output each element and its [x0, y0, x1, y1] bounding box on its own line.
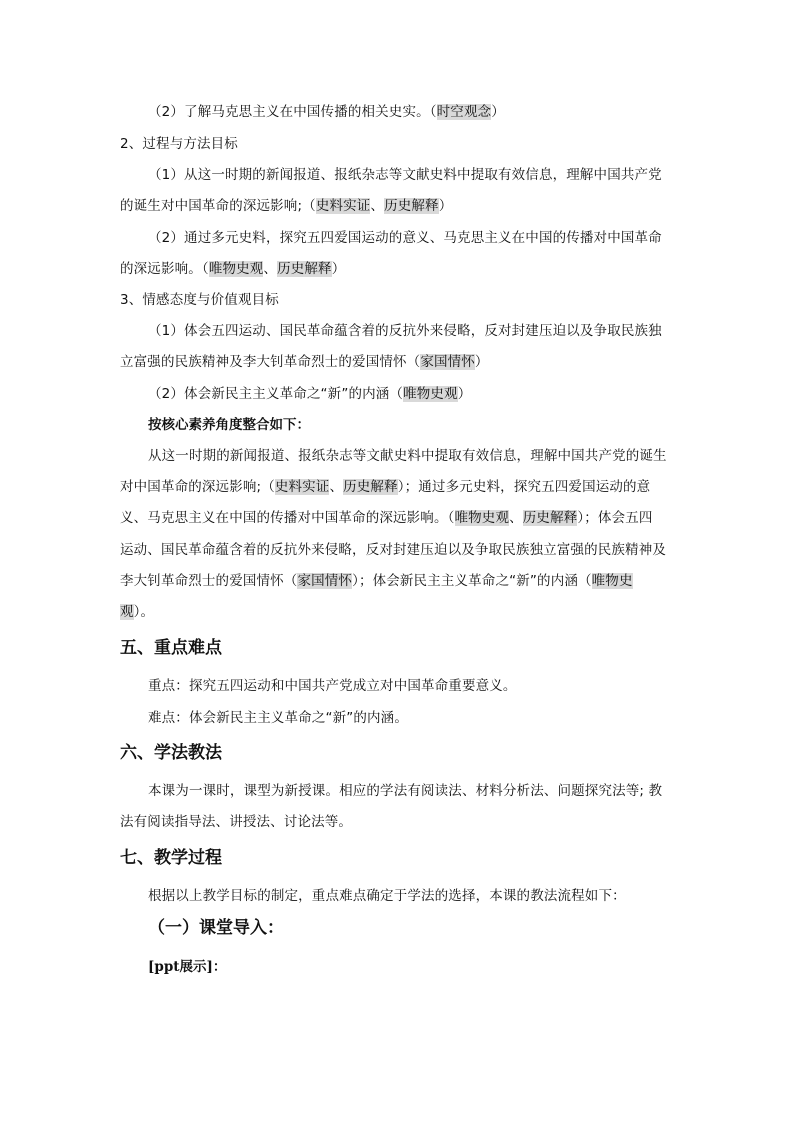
paragraph-line: 法有阅读指导法、讲授法、讨论法等。 [120, 814, 353, 830]
paragraph-line: （1）体会五四运动、国民革命蕴含着的反抗外来侵略，反对封建压迫以及争取民族独 [148, 323, 662, 339]
text: 、 [509, 510, 523, 526]
paragraph-line: 根据以上教学目标的制定，重点难点确定于学法的选择，本课的教法流程如下： [148, 888, 626, 904]
paragraph-line: （2）通过多元史料，探究五四爱国运动的意义、马克思主义在中国的传播对中国革命 [148, 230, 662, 246]
paragraph-line [120, 196, 452, 216]
literacy-tag: 家国情怀 [420, 354, 475, 370]
text: 的诞生对中国革命的深远影响;（ [120, 198, 316, 214]
section-heading-5: 五、重点难点 [120, 638, 222, 658]
text: ）；体会新民主主义革命之“新”的内涵（ [352, 573, 592, 589]
paragraph-line: 运动、国民革命蕴含着的反抗外来侵略，反对封建压迫以及争取民族独立富强的民族精神及 [120, 542, 666, 558]
paragraph-line [120, 571, 633, 591]
paragraph-line [120, 602, 154, 622]
paragraph-line [120, 259, 345, 279]
process-method-heading: 2、过程与方法目标 [120, 136, 238, 152]
paragraph-line [120, 508, 653, 528]
literacy-tag: 历史解释 [277, 261, 332, 277]
text: 、 [370, 198, 385, 214]
text: ）；体会五四 [577, 510, 653, 526]
section-heading-7: 七、教学过程 [120, 848, 222, 868]
literacy-tag: 唯物史观 [208, 261, 264, 277]
literacy-tag: 史料实证 [274, 479, 330, 495]
text: ） [474, 354, 489, 370]
text: （2）体会新民主主义革命之“新”的内涵（ [148, 386, 404, 402]
key-point: 重点：探究五四运动和中国共产党成立对中国革命重要意义。 [148, 678, 517, 694]
text: 的深远影响。（ [120, 261, 209, 277]
text: ） [331, 261, 346, 277]
literacy-tag: 历史解释 [343, 479, 398, 495]
text: 、 [263, 261, 278, 277]
literacy-tag: 唯物史观 [403, 386, 458, 402]
literacy-tag: 家国情怀 [297, 573, 353, 589]
text: ）。 [133, 604, 155, 620]
literacy-tag: 唯物史观 [454, 510, 510, 526]
section-heading-6: 六、学法教法 [120, 743, 222, 763]
literacy-tag: 唯物史 [591, 573, 633, 589]
paragraph-line: （1）从这一时期的新闻报道、报纸杂志等文献史料中提取有效信息，理解中国共产党 [148, 167, 662, 183]
text: 立富强的民族精神及李大钊革命烈士的爱国情怀（ [120, 354, 421, 370]
literacy-tag: 观 [120, 604, 134, 620]
text: 对中国革命的深远影响;（ [120, 479, 275, 495]
literacy-tag: 历史解释 [522, 510, 578, 526]
text: 李大钊革命烈士的爱国情怀（ [120, 573, 298, 589]
literacy-tag: 史料实证 [315, 198, 371, 214]
text: ） [491, 104, 505, 120]
text: ）；通过多元史料，探究五四爱国运动的意 [397, 479, 651, 495]
literacy-tag: 历史解释 [384, 198, 439, 214]
subsection-heading: （一）课堂导入： [148, 918, 284, 938]
objective-2-2 [148, 102, 505, 122]
text: （2）了解马克思主义在中国传播的相关史实。（ [148, 104, 437, 120]
paragraph-line [120, 352, 489, 372]
integration-heading: 按核心素养角度整合如下： [148, 417, 310, 433]
literacy-tag: 时空观念 [436, 104, 492, 120]
text: 义、马克思主义在中国的传播对中国革命的深远影响。（ [120, 510, 455, 526]
text: ） [457, 386, 472, 402]
paragraph-line [120, 477, 650, 497]
paragraph-line [148, 384, 471, 404]
paragraph-line: 本课为一课时，课型为新授课。相应的学法有阅读法、材料分析法、问题探究法等; 教 [148, 783, 663, 799]
difficult-point: 难点：体会新民主主义革命之“新”的内涵。 [148, 710, 408, 726]
text: 、 [329, 479, 344, 495]
emotion-values-heading: 3、情感态度与价值观目标 [120, 292, 279, 308]
paragraph-line: 从这一时期的新闻报道、报纸杂志等文献史料中提取有效信息，理解中国共产党的诞生 [148, 448, 667, 464]
ppt-label: [ppt展示]： [148, 959, 227, 975]
text: ） [438, 198, 453, 214]
